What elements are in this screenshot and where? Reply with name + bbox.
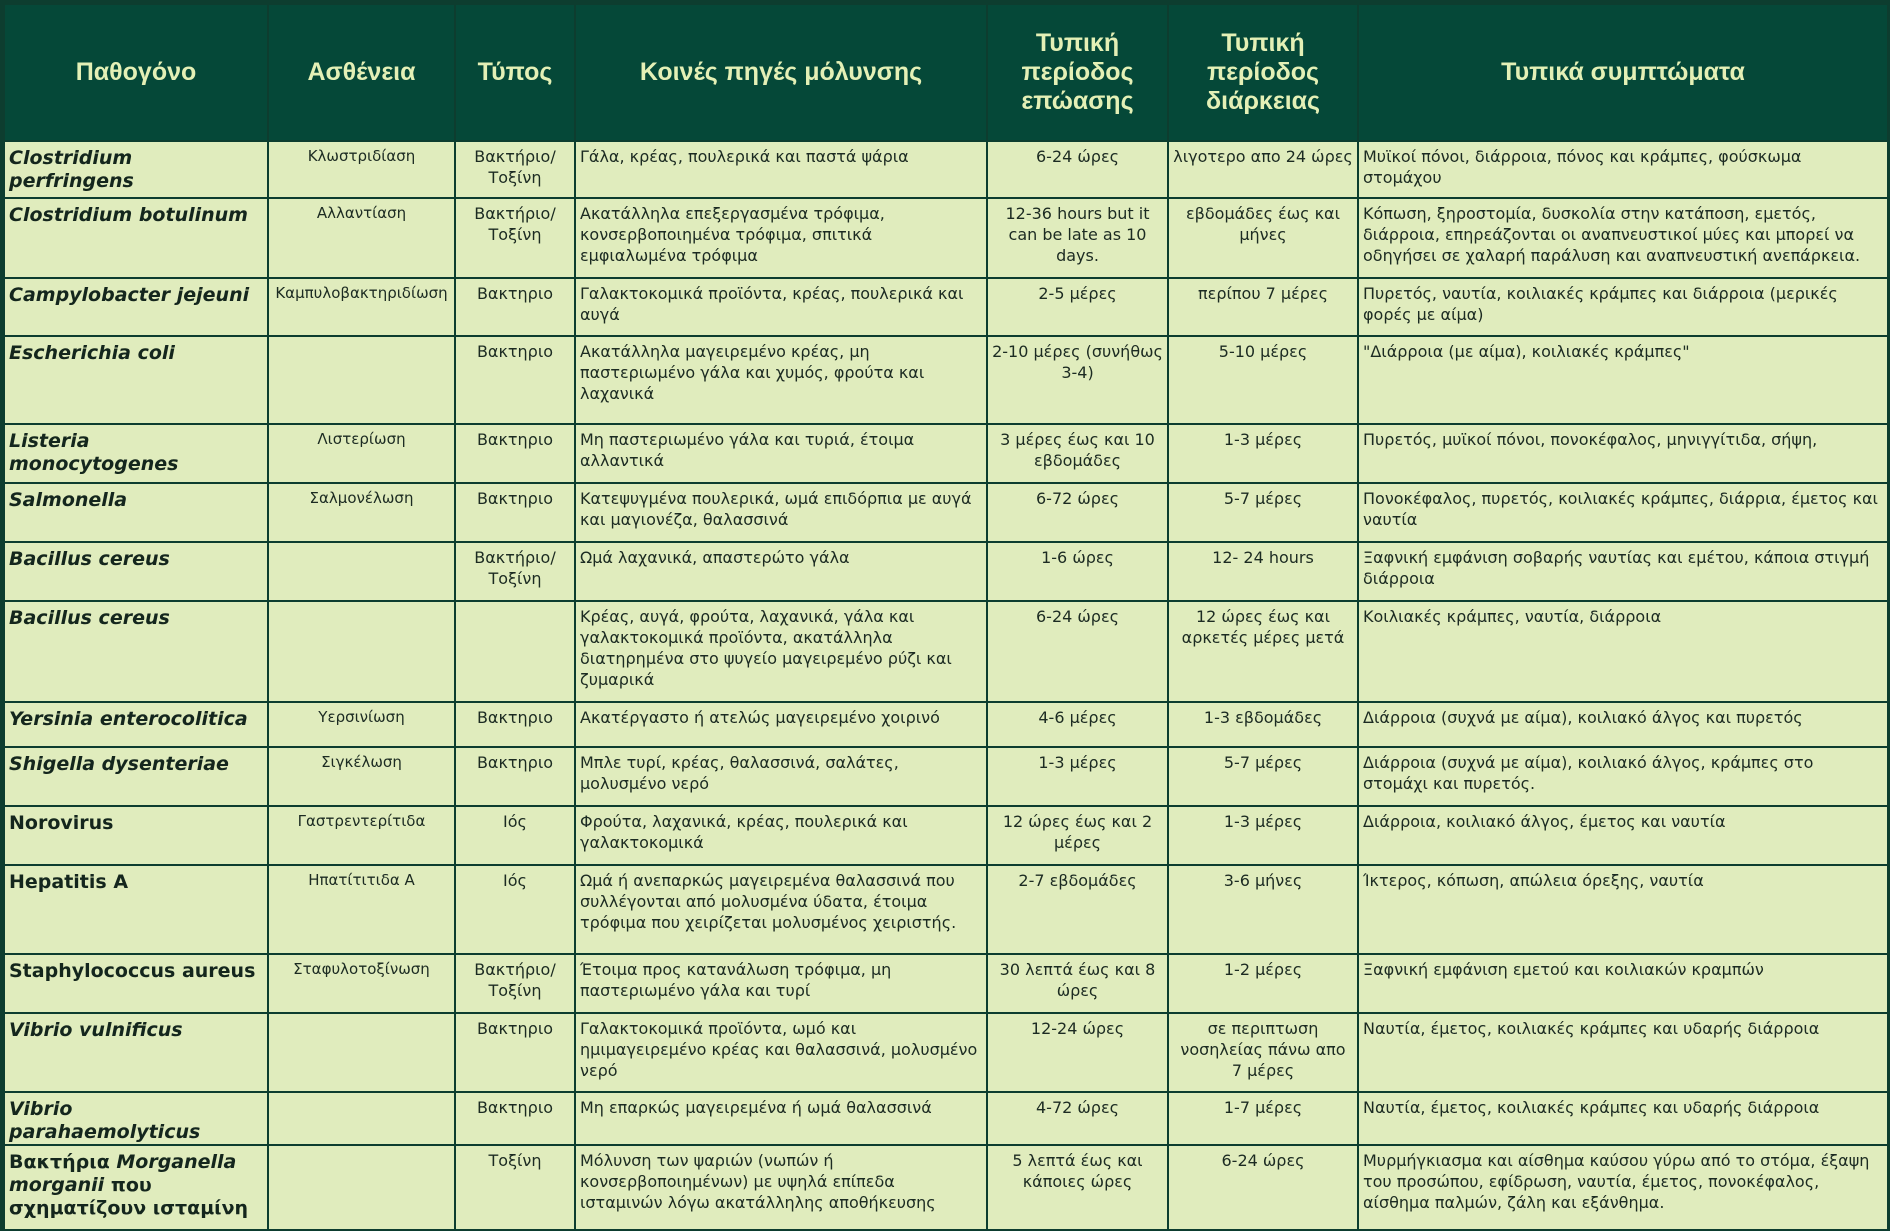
pathogen-name: Clostridium perfringens <box>9 147 134 192</box>
symptoms-cell: Κόπωση, ξηροστομία, δυσκολία στην κατάποση, εμετός, διάρροια, επηρεάζονται οι αναπνευστικοί μύες και μπορεί να οδηγήσει σε χαλαρή παράλυση και αναπνευστική ανεπάρκεια. <box>1358 198 1888 278</box>
type-cell: Βακτήριο/ Τοξίνη <box>455 954 575 1013</box>
pathogen-cell <box>4 954 268 1013</box>
table-row <box>4 1013 1888 1092</box>
sources-cell: Φρούτα, λαχανικά, κρέας, πουλερικά και γαλακτοκομικά <box>575 806 987 865</box>
symptoms-cell: Διάρροια (συχνά με αίμα), κοιλιακό άλγος και πυρετός <box>1358 702 1888 747</box>
disease-cell <box>268 1092 455 1145</box>
duration-cell: 1-3 μέρες <box>1168 806 1358 865</box>
incubation-cell: 6-24 ώρες <box>987 141 1168 198</box>
incubation-cell: 2-5 μέρες <box>987 278 1168 336</box>
pathogen-name: Escherichia coli <box>9 342 175 364</box>
incubation-cell: 3 μέρες έως και 10 εβδομάδες <box>987 424 1168 483</box>
table-row <box>4 198 1888 278</box>
incubation-cell: 12-24 ώρες <box>987 1013 1168 1092</box>
pathogen-cell <box>4 702 268 747</box>
disease-cell: Λιστερίωση <box>268 424 455 483</box>
pathogen-name: Listeria monocytogenes <box>9 430 179 475</box>
header-duration: Τυπική περίοδος διάρκειας <box>1168 4 1358 141</box>
header-type: Τύπος <box>455 4 575 141</box>
pathogen-name: Vibrio vulnificus <box>9 1019 183 1041</box>
table-row <box>4 954 1888 1013</box>
symptoms-cell: Διάρροια, κοιλιακό άλγος, έμετος και ναυτία <box>1358 806 1888 865</box>
sources-cell: Ακατάλληλα επεξεργασμένα τρόφιμα, κονσερβοποιημένα τρόφιμα, σπιτικά εμφιαλωμένα τρόφιμα <box>575 198 987 278</box>
symptoms-cell: Πυρετός, μυϊκοί πόνοι, πονοκέφαλος, μηνιγγίτιδα, σήψη, <box>1358 424 1888 483</box>
incubation-cell: 6-72 ώρες <box>987 483 1168 542</box>
disease-cell: Γαστρεντερίτιδα <box>268 806 455 865</box>
type-cell: Τοξίνη <box>455 1145 575 1230</box>
table-row <box>4 483 1888 542</box>
pathogen-name: Staphylococcus aureus <box>9 960 256 982</box>
disease-cell <box>268 336 455 424</box>
table-row <box>4 806 1888 865</box>
header-pathogen: Παθογόνο <box>4 4 268 141</box>
pathogen-name: Bacillus cereus <box>9 548 170 570</box>
incubation-cell: 2-7 εβδομάδες <box>987 865 1168 954</box>
table-row <box>4 1145 1888 1230</box>
disease-cell <box>268 1145 455 1230</box>
symptoms-cell: "Διάρροια (με αίμα), κοιλιακές κράμπες" <box>1358 336 1888 424</box>
type-cell: Βακτηριο <box>455 1013 575 1092</box>
duration-cell: εβδομάδες έως και μήνες <box>1168 198 1358 278</box>
duration-cell: 5-10 μέρες <box>1168 336 1358 424</box>
pathogen-name-part: Βακτήρια <box>9 1151 117 1173</box>
incubation-cell: 5 λεπτά έως και κάποιες ώρες <box>987 1145 1168 1230</box>
disease-cell: Σιγκέλωση <box>268 747 455 806</box>
disease-cell: Αλλαντίαση <box>268 198 455 278</box>
sources-cell: Κρέας, αυγά, φρούτα, λαχανικά, γάλα και γαλακτοκομικά προϊόντα, ακατάλληλα διατηρημένα στο ψυγείο μαγειρεμένο ρύζι και ζυμαρικά <box>575 601 987 702</box>
duration-cell: 1-7 μέρες <box>1168 1092 1358 1145</box>
type-cell: Βακτηριο <box>455 1092 575 1145</box>
pathogen-name: Clostridium botulinum <box>9 204 248 226</box>
type-cell: Βακτήριο/ Τοξίνη <box>455 141 575 198</box>
pathogen-cell <box>4 141 268 198</box>
disease-cell: Σαλμονέλωση <box>268 483 455 542</box>
disease-cell: Ηπατίτιτιδα Α <box>268 865 455 954</box>
symptoms-cell: Διάρροια (συχνά με αίμα), κοιλιακό άλγος, κράμπες στο στομάχι και πυρετός. <box>1358 747 1888 806</box>
pathogen-cell <box>4 424 268 483</box>
incubation-cell: 4-72 ώρες <box>987 1092 1168 1145</box>
incubation-cell: 4-6 μέρες <box>987 702 1168 747</box>
header-incubation: Τυπική περίοδος επώασης <box>987 4 1168 141</box>
sources-cell: Γαλακτοκομικά προϊόντα, κρέας, πουλερικά και αυγά <box>575 278 987 336</box>
pathogen-cell <box>4 1092 268 1145</box>
symptoms-cell: Ξαφνική εμφάνιση εμετού και κοιλιακών κραμπών <box>1358 954 1888 1013</box>
type-cell <box>455 601 575 702</box>
pathogen-name: Vibrio parahaemolyticus <box>9 1098 201 1143</box>
header-symptoms: Τυπικά συμπτώματα <box>1358 4 1888 141</box>
duration-cell: λιγοτερο απο 24 ώρες <box>1168 141 1358 198</box>
sources-cell: Ωμά ή ανεπαρκώς μαγειρεμένα θαλασσινά που συλλέγονται από μολυσμένα ύδατα, έτοιμα τρόφιμα που χειρίζεται μολυσμένος χειριστής. <box>575 865 987 954</box>
duration-cell: 1-3 μέρες <box>1168 424 1358 483</box>
pathogen-table <box>3 3 1889 1231</box>
pathogen-name: Campylobacter jejeuni <box>9 284 250 306</box>
sources-cell: Έτοιμα προς κατανάλωση τρόφιμα, μη παστεριωμένο γάλα και τυρί <box>575 954 987 1013</box>
duration-cell: 5-7 μέρες <box>1168 747 1358 806</box>
table-row <box>4 865 1888 954</box>
disease-cell <box>268 601 455 702</box>
header-disease: Ασθένεια <box>268 4 455 141</box>
pathogen-name: Salmonella <box>9 489 128 511</box>
incubation-cell: 30 λεπτά έως και 8 ώρες <box>987 954 1168 1013</box>
type-cell: Βακτηριο <box>455 424 575 483</box>
pathogen-cell <box>4 1013 268 1092</box>
pathogen-cell <box>4 1145 268 1230</box>
disease-cell: Καμπυλοβακτηριδίωση <box>268 278 455 336</box>
pathogen-cell <box>4 806 268 865</box>
sources-cell: Ωμά λαχανικά, απαστερώτο γάλα <box>575 542 987 601</box>
header-row <box>4 4 1888 141</box>
sources-cell: Μη επαρκώς μαγειρεμένα ή ωμά θαλασσινά <box>575 1092 987 1145</box>
sources-cell: Γάλα, κρέας, πουλερικά και παστά ψάρια <box>575 141 987 198</box>
table-row <box>4 336 1888 424</box>
incubation-cell: 2-10 μέρες (συνήθως 3-4) <box>987 336 1168 424</box>
type-cell: Βακτήριο/ Τοξίνη <box>455 542 575 601</box>
sources-cell: Ακατέργαστο ή ατελώς μαγειρεμένο χοιρινό <box>575 702 987 747</box>
symptoms-cell: Ναυτία, έμετος, κοιλιακές κράμπες και υδαρής διάρροια <box>1358 1092 1888 1145</box>
incubation-cell: 1-3 μέρες <box>987 747 1168 806</box>
duration-cell: περίπου 7 μέρες <box>1168 278 1358 336</box>
pathogen-cell <box>4 747 268 806</box>
duration-cell: σε περιπτωση νοσηλείας πάνω απο 7 μέρες <box>1168 1013 1358 1092</box>
pathogen-cell <box>4 483 268 542</box>
sources-cell: Μόλυνση των ψαριών (νωπών ή κονσερβοποιημένων) με υψηλά επίπεδα ισταμινών λόγω ακατάλληλης αποθήκευσης <box>575 1145 987 1230</box>
pathogen-cell <box>4 601 268 702</box>
pathogen-name-part: Morganella morganii <box>9 1151 237 1196</box>
type-cell: Ιός <box>455 806 575 865</box>
pathogen-cell <box>4 278 268 336</box>
pathogen-name: Hepatitis A <box>9 871 129 893</box>
duration-cell: 5-7 μέρες <box>1168 483 1358 542</box>
table-row <box>4 542 1888 601</box>
symptoms-cell: Πυρετός, ναυτία, κοιλιακές κράμπες και διάρροια (μερικές φορές με αίμα) <box>1358 278 1888 336</box>
pathogen-name: Yersinia enterocolitica <box>9 708 248 730</box>
pathogen-name: Bacillus cereus <box>9 607 170 629</box>
type-cell: Βακτηριο <box>455 747 575 806</box>
disease-cell <box>268 1013 455 1092</box>
disease-cell <box>268 542 455 601</box>
header-sources: Κοινές πηγές μόλυνσης <box>575 4 987 141</box>
pathogen-name: Norovirus <box>9 812 114 834</box>
pathogen-cell <box>4 198 268 278</box>
duration-cell: 1-2 μέρες <box>1168 954 1358 1013</box>
table-row <box>4 1092 1888 1145</box>
duration-cell: 12- 24 hours <box>1168 542 1358 601</box>
symptoms-cell: Μυρμήγκιασμα και αίσθημα καύσου γύρω από το στόμα, έξαψη του προσώπου, εφίδρωση, ναυτία, έμετος, πονοκέφαλος, αίσθημα παλμών, ζάλη και εξάνθημα. <box>1358 1145 1888 1230</box>
table-row <box>4 702 1888 747</box>
duration-cell: 1-3 εβδομάδες <box>1168 702 1358 747</box>
symptoms-cell: Ξαφνική εμφάνιση σοβαρής ναυτίας και εμέτου, κάποια στιγμή διάρροια <box>1358 542 1888 601</box>
incubation-cell: 6-24 ώρες <box>987 601 1168 702</box>
disease-cell: Κλωστριδίαση <box>268 141 455 198</box>
sources-cell: Μη παστεριωμένο γάλα και τυριά, έτοιμα αλλαντικά <box>575 424 987 483</box>
incubation-cell: 1-6 ώρες <box>987 542 1168 601</box>
duration-cell: 6-24 ώρες <box>1168 1145 1358 1230</box>
type-cell: Βακτηριο <box>455 336 575 424</box>
sources-cell: Ακατάλληλα μαγειρεμένο κρέας, μη παστεριωμένο γάλα και χυμός, φρούτα και λαχανικά <box>575 336 987 424</box>
duration-cell: 3-6 μήνες <box>1168 865 1358 954</box>
table-row <box>4 601 1888 702</box>
table-row <box>4 747 1888 806</box>
type-cell: Βακτηριο <box>455 702 575 747</box>
sources-cell: Γαλακτοκομικά προϊόντα, ωμό και ημιμαγειρεμένο κρέας και θαλασσινά, μολυσμένο νερό <box>575 1013 987 1092</box>
type-cell: Βακτήριο/ Τοξίνη <box>455 198 575 278</box>
pathogen-cell <box>4 336 268 424</box>
symptoms-cell: Ναυτία, έμετος, κοιλιακές κράμπες και υδαρής διάρροια <box>1358 1013 1888 1092</box>
incubation-cell: 12-36 hours but it can be late as 10 days. <box>987 198 1168 278</box>
pathogen-cell <box>4 865 268 954</box>
table-row <box>4 141 1888 198</box>
pathogen-name: Shigella dysenteriae <box>9 753 229 775</box>
symptoms-cell: Ίκτερος, κόπωση, απώλεια όρεξης, ναυτία <box>1358 865 1888 954</box>
sources-cell: Κατεψυγμένα πουλερικά, ωμά επιδόρπια με αυγά και μαγιονέζα, θαλασσινά <box>575 483 987 542</box>
pathogen-name-part: που σχηματίζουν ισταμίνη <box>9 1174 249 1219</box>
table-row <box>4 424 1888 483</box>
disease-cell: Υερσινίωση <box>268 702 455 747</box>
sources-cell: Μπλε τυρί, κρέας, θαλασσινά, σαλάτες, μολυσμένο νερό <box>575 747 987 806</box>
type-cell: Ιός <box>455 865 575 954</box>
symptoms-cell: Μυϊκοί πόνοι, διάρροια, πόνος και κράμπες, φούσκωμα στομάχου <box>1358 141 1888 198</box>
type-cell: Βακτηριο <box>455 278 575 336</box>
disease-cell: Σταφυλοτοξίνωση <box>268 954 455 1013</box>
incubation-cell: 12 ώρες έως και 2 μέρες <box>987 806 1168 865</box>
symptoms-cell: Κοιλιακές κράμπες, ναυτία, διάρροια <box>1358 601 1888 702</box>
pathogen-cell <box>4 542 268 601</box>
table-row <box>4 278 1888 336</box>
duration-cell: 12 ώρες έως και αρκετές μέρες μετά <box>1168 601 1358 702</box>
type-cell: Βακτηριο <box>455 483 575 542</box>
symptoms-cell: Πονοκέφαλος, πυρετός, κοιλιακές κράμπες, διάρρια, έμετος και ναυτία <box>1358 483 1888 542</box>
